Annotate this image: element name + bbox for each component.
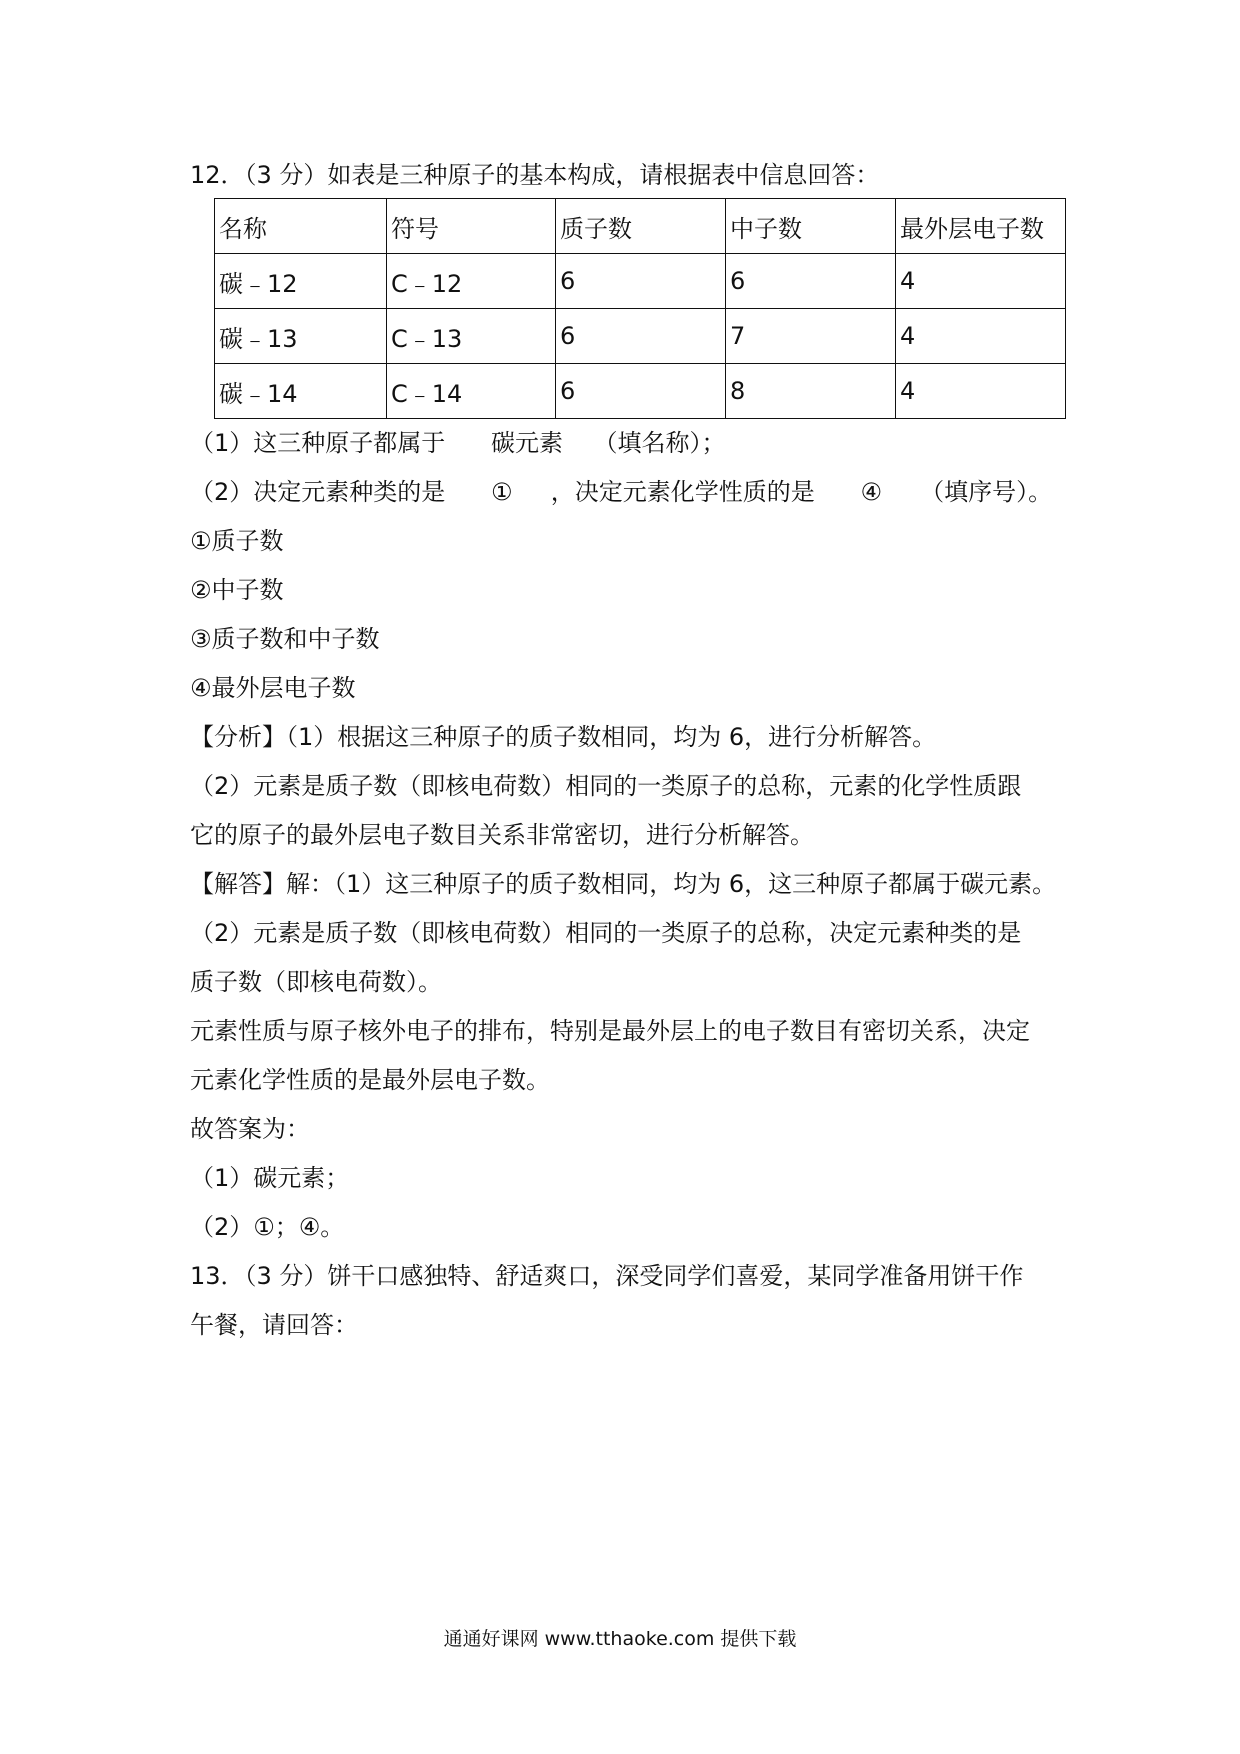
answer-line: 元素化学性质的是最外层电子数。: [190, 1066, 550, 1094]
option-item: ③质子数和中子数: [190, 625, 380, 653]
table-cell: C﹣14: [387, 364, 556, 419]
answer-line: （2）①；④。: [190, 1213, 345, 1241]
question-13-line: 午餐，请回答：: [190, 1311, 358, 1339]
option-item: ④最外层电子数: [190, 674, 356, 702]
answer-line: （1）碳元素；: [190, 1164, 350, 1192]
table-header-cell: 名称: [215, 199, 387, 254]
table-row: [215, 309, 1066, 364]
atom-composition-table: [214, 198, 1066, 419]
table-cell: C﹣13: [387, 309, 556, 364]
table-cell: 4: [896, 309, 1066, 364]
answer-line: 【解答】解：（1）这三种原子的质子数相同，均为 6，这三种原子都属于碳元素。: [190, 870, 1057, 898]
option-item: ②中子数: [190, 576, 284, 604]
table-header-cell: 最外层电子数: [896, 199, 1066, 254]
table-cell: 6: [726, 254, 896, 309]
table-cell: 4: [896, 364, 1066, 419]
table-header-cell: 质子数: [556, 199, 726, 254]
table-row: [215, 254, 1066, 309]
table-cell: 碳﹣12: [215, 254, 387, 309]
question-13-line: 13．（3 分）饼干口感独特、舒适爽口，深受同学们喜爱，某同学准备用饼干作: [190, 1262, 1024, 1290]
table-header-cell: 符号: [387, 199, 556, 254]
table-cell: 6: [556, 364, 726, 419]
table-cell: 8: [726, 364, 896, 419]
analysis-line: 它的原子的最外层电子数目关系非常密切，进行分析解答。: [190, 821, 814, 849]
page-footer: 通通好课网 www.tthaoke.com 提供下载: [443, 1628, 797, 1650]
answer-line: 故答案为：: [190, 1115, 310, 1143]
option-item: ①质子数: [190, 527, 284, 555]
question-12-sub1: （1）这三种原子都属于 碳元素 （填名称）；: [190, 429, 726, 457]
question-12-sub2: （2）决定元素种类的是 ① ，决定元素化学性质的是 ④ （填序号）。: [190, 478, 1053, 506]
table-cell: C﹣12: [387, 254, 556, 309]
table-cell: 6: [556, 309, 726, 364]
analysis-line: 【分析】（1）根据这三种原子的质子数相同，均为 6，进行分析解答。: [190, 723, 937, 751]
table-cell: 7: [726, 309, 896, 364]
table-header-cell: 中子数: [726, 199, 896, 254]
answer-line: （2）元素是质子数（即核电荷数）相同的一类原子的总称，决定元素种类的是: [190, 919, 1022, 947]
table-cell: 4: [896, 254, 1066, 309]
analysis-line: （2）元素是质子数（即核电荷数）相同的一类原子的总称，元素的化学性质跟: [190, 772, 1022, 800]
table-cell: 碳﹣14: [215, 364, 387, 419]
table-row: [215, 364, 1066, 419]
answer-line: 元素性质与原子核外电子的排布，特别是最外层上的电子数目有密切关系，决定: [190, 1017, 1030, 1045]
question-12-title: 12．（3 分）如表是三种原子的基本构成，请根据表中信息回答：: [190, 161, 880, 189]
table-cell: 6: [556, 254, 726, 309]
table-header-row: [215, 199, 1066, 254]
table-cell: 碳﹣13: [215, 309, 387, 364]
answer-line: 质子数（即核电荷数）。: [190, 968, 442, 996]
